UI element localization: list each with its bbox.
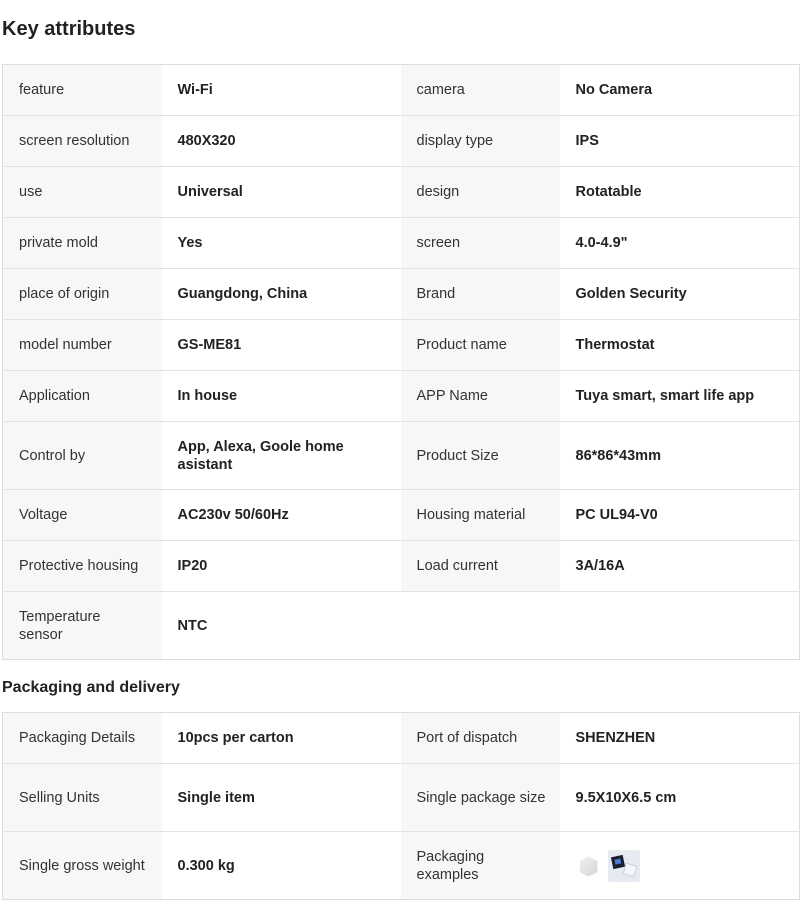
attribute-value: In house <box>162 371 401 422</box>
attribute-value: NTC <box>162 592 401 660</box>
attribute-key: display type <box>401 116 560 167</box>
attribute-value: PC UL94-V0 <box>560 490 800 541</box>
attribute-row <box>3 541 800 592</box>
attribute-value: 10pcs per carton <box>162 713 401 764</box>
attribute-key: Voltage <box>3 490 162 541</box>
empty-cell <box>401 592 800 660</box>
packaging-thumbnails <box>576 850 786 882</box>
attribute-key: Port of dispatch <box>401 713 560 764</box>
attribute-key: Brand <box>401 269 560 320</box>
attribute-key: Packaging Details <box>3 713 162 764</box>
attribute-value: Single item <box>162 764 401 832</box>
device-photo-thumbnail-icon[interactable] <box>608 850 640 882</box>
attribute-value: Thermostat <box>560 320 800 371</box>
attribute-value: Yes <box>162 218 401 269</box>
package-box-thumbnail-icon[interactable] <box>576 853 602 879</box>
attribute-key: Application <box>3 371 162 422</box>
attribute-key: Single package size <box>401 764 560 832</box>
attribute-row <box>3 116 800 167</box>
attribute-row <box>3 422 800 490</box>
attribute-row <box>3 167 800 218</box>
attribute-value: Tuya smart, smart life app <box>560 371 800 422</box>
attribute-key: screen resolution <box>3 116 162 167</box>
attribute-row <box>3 320 800 371</box>
attribute-key: Temperature sensor <box>3 592 162 660</box>
attribute-row <box>3 764 800 832</box>
attribute-value: 0.300 kg <box>162 832 401 900</box>
attribute-value: 86*86*43mm <box>560 422 800 490</box>
key-attributes-title: Key attributes <box>2 18 136 40</box>
attribute-key: design <box>401 167 560 218</box>
attribute-value: Guangdong, China <box>162 269 401 320</box>
attribute-row <box>3 490 800 541</box>
attribute-key: Selling Units <box>3 764 162 832</box>
attribute-value: App, Alexa, Goole home asistant <box>162 422 401 490</box>
attribute-value: 4.0-4.9" <box>560 218 800 269</box>
attribute-row <box>3 371 800 422</box>
attribute-value: Golden Security <box>560 269 800 320</box>
attribute-key: Single gross weight <box>3 832 162 900</box>
packaging-delivery-title: Packaging and delivery <box>2 679 180 696</box>
attribute-value: GS-ME81 <box>162 320 401 371</box>
attribute-key: Packaging examples <box>401 832 560 900</box>
attribute-key: Product Size <box>401 422 560 490</box>
attribute-value: SHENZHEN <box>560 713 800 764</box>
attribute-row <box>3 713 800 764</box>
attribute-key: camera <box>401 65 560 116</box>
attribute-value: 480X320 <box>162 116 401 167</box>
attribute-row <box>3 592 800 660</box>
attribute-value: 3A/16A <box>560 541 800 592</box>
attribute-key: private mold <box>3 218 162 269</box>
attribute-row <box>3 218 800 269</box>
attribute-key: use <box>3 167 162 218</box>
attribute-key: place of origin <box>3 269 162 320</box>
attribute-key: screen <box>401 218 560 269</box>
attribute-value: Rotatable <box>560 167 800 218</box>
packaging-delivery-table <box>2 712 800 900</box>
attribute-key: Housing material <box>401 490 560 541</box>
attribute-value: IP20 <box>162 541 401 592</box>
attribute-value: IPS <box>560 116 800 167</box>
packaging-examples-cell <box>560 832 800 900</box>
attribute-key: Control by <box>3 422 162 490</box>
attribute-row <box>3 832 800 900</box>
attribute-key: model number <box>3 320 162 371</box>
attribute-key: feature <box>3 65 162 116</box>
attribute-value: AC230v 50/60Hz <box>162 490 401 541</box>
attribute-row <box>3 269 800 320</box>
attribute-value: Universal <box>162 167 401 218</box>
key-attributes-table <box>2 64 800 660</box>
attribute-key: Protective housing <box>3 541 162 592</box>
attribute-key: APP Name <box>401 371 560 422</box>
attribute-key: Product name <box>401 320 560 371</box>
attribute-value: Wi-Fi <box>162 65 401 116</box>
attribute-value: 9.5X10X6.5 cm <box>560 764 800 832</box>
attribute-key: Load current <box>401 541 560 592</box>
attribute-row <box>3 65 800 116</box>
attribute-value: No Camera <box>560 65 800 116</box>
